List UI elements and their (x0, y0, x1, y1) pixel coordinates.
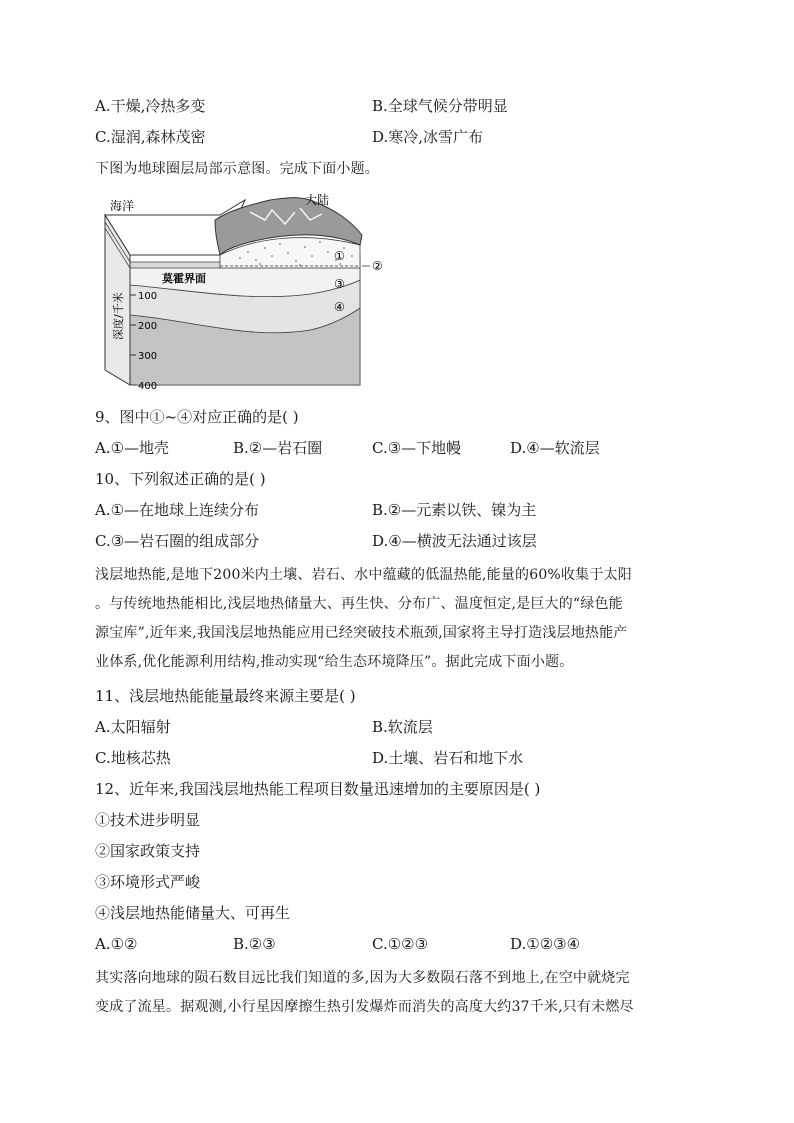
q12-statement-2: ②国家政策支持 (95, 842, 201, 860)
q12-statement-1: ①技术进步明显 (95, 811, 201, 829)
depth-tick-200: 200 (138, 321, 158, 332)
q12-option-c: C.①②③ (372, 935, 429, 953)
q11-option-a: A.太阳辐射 (95, 718, 171, 736)
q10-option-d: D.④—横波无法通过该层 (372, 532, 537, 550)
q9-option-d: D.④—软流层 (510, 439, 600, 457)
q11-option-b: B.软流层 (372, 718, 433, 736)
depth-tick-400: 400 (138, 381, 158, 392)
earth-layers-figure (100, 190, 400, 395)
marker-2: ② (372, 259, 383, 273)
ocean-label: 海洋 (110, 199, 135, 213)
passage2-line4: 业体系,优化能源利用结构,推动实现“给生态环境降压”。据此完成下面小题。 (95, 654, 574, 670)
q8-option-b: B.全球气候分带明显 (372, 97, 508, 115)
q10-stem: 10、下列叙述正确的是( ) (95, 470, 266, 488)
marker-3: ③ (334, 277, 345, 291)
q9-option-c: C.③—下地幔 (372, 439, 462, 457)
q12-statement-4: ④浅层地热能储量大、可再生 (95, 904, 291, 922)
passage2-line2: 。与传统地热能相比,浅层地热储量大、再生快、分布广、温度恒定,是巨大的“绿色能 (95, 596, 623, 612)
q12-option-d: D.①②③④ (510, 935, 581, 953)
q11-stem: 11、浅层地热能能量最终来源主要是( ) (95, 687, 356, 705)
passage2-line1: 浅层地热能,是地下200米内土壤、岩石、水中蕴藏的低温热能,能量的60%收集于太阳 (95, 567, 632, 583)
q12-option-b: B.②③ (233, 935, 276, 953)
q9-option-a: A.①—地壳 (95, 439, 170, 457)
depth-tick-100: 100 (138, 291, 158, 302)
q12-option-a: A.①② (95, 935, 138, 953)
depth-axis-label: 深度/千米 (112, 292, 125, 340)
q11-option-d: D.土壤、岩石和地下水 (372, 749, 524, 767)
continent-label: 大陆 (305, 193, 330, 207)
passage3-line2: 变成了流星。据观测,小行星因摩擦生热引发爆炸而消失的高度大约37千米,只有未燃尽 (95, 999, 634, 1015)
intro-text: 下图为地球圈层局部示意图。完成下面小题。 (95, 161, 379, 177)
earth-layers-diagram (100, 190, 400, 395)
q12-statement-3: ③环境形式严峻 (95, 873, 201, 891)
passage3-line1: 其实落向地球的陨石数目远比我们知道的多,因为大多数陨石落不到地上,在空中就烧完 (95, 970, 630, 986)
passage2-line3: 源宝库”,近年来,我国浅层地热能应用已经突破技术瓶颈,国家将主导打造浅层地热能产 (95, 625, 628, 641)
q12-stem: 12、近年来,我国浅层地热能工程项目数量迅速增加的主要原因是( ) (95, 780, 541, 798)
q9-option-b: B.②—岩石圈 (233, 439, 323, 457)
marker-1: ① (334, 249, 345, 263)
q11-option-c: C.地核芯热 (95, 749, 171, 767)
q8-option-d: D.寒冷,冰雪广布 (372, 128, 484, 146)
marker-4: ④ (334, 300, 345, 314)
q10-option-b: B.②—元素以铁、镍为主 (372, 501, 537, 519)
moho-label: 莫霍界面 (162, 272, 206, 285)
depth-tick-300: 300 (138, 351, 158, 362)
q8-option-c: C.湿润,森林茂密 (95, 128, 206, 146)
q10-option-a: A.①—在地球上连续分布 (95, 501, 260, 519)
q10-option-c: C.③—岩石圈的组成部分 (95, 532, 260, 550)
q8-option-a: A.干燥,冷热多变 (95, 97, 206, 115)
q9-stem: 9、图中①~④对应正确的是( ) (95, 408, 299, 426)
